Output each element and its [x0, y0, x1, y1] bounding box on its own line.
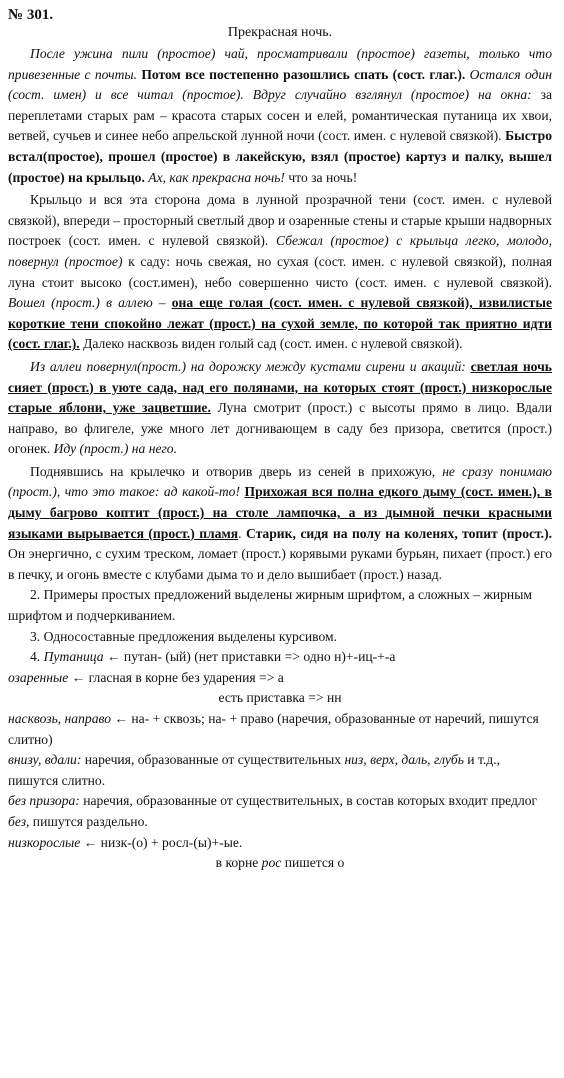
sentence: Иду (прост.) на него.: [53, 441, 177, 457]
word: без призора:: [8, 793, 80, 809]
word: без,: [8, 813, 30, 829]
sentence: не сразу понимаю (прост.), что это такое: ад какой-то!: [8, 463, 552, 500]
explanation: и т.д., пишутся слитно.: [8, 752, 500, 788]
word: рос: [261, 855, 282, 871]
word: насквозь, направо: [8, 711, 112, 726]
sentence: Прихожая вся полна едкого дыму (сост. имен.), в дыму багрово коптит (прост.) на столе лампочка, а из дымной печки красными языками вырывается (прост.) пламя: [8, 484, 552, 541]
sentence: Далеко насквозь виден голый сад (сост. имен. с нулевой связкой).: [79, 336, 463, 352]
sentence: за переплетами старых рам – красота старых сосен и елей, романтическая путаница их хвои, ветвей, сучьев и синее небо апрельской лунной ночи (сост. имен. с нулевой связкой).: [8, 87, 552, 144]
word: озаренные: [8, 669, 69, 685]
sentence: Вошел (прост.) в аллею –: [8, 295, 166, 311]
sentence: Крыльцо и вся эта сторона дома в лунной прозрачной тени (сост. имен. с нулевой связкой), впереди – просторный светлый двор и озаренные стены и старые крыши надворных построек (сост. имен. с нулевой связкой).: [8, 192, 552, 249]
sentence: Из аллеи повернул(прост.) на дорожку между кустами сирени и акаций:: [30, 358, 466, 374]
word: внизу, вдали:: [8, 752, 82, 768]
word: Путаница: [43, 649, 104, 665]
sentence: Поднявшись на крылечко и отворив дверь из сеней в прихожую,: [30, 463, 436, 479]
sentence: что за ночь!: [284, 169, 358, 185]
word: низкорослые: [8, 834, 81, 850]
word: низ, верх, даль, глубь: [344, 752, 464, 768]
sentence: она еще голая (сост. имен. с нулевой связкой), извилистые короткие тени спокойно лежат (прост.) на сухой земле, по которой так приятно идти (сост. глаг.).: [8, 295, 552, 352]
explanation: наречия, образованные от существительных, в состав которых входит предлог: [79, 793, 538, 809]
sentence: Вдруг случайно взглянул (простое) на окна:: [252, 87, 532, 103]
sentence: Он энергично, с сухим треском, ломает (прост.) корявыми руками бурьян, пихает (прост.) его в печку, и огонь вместе с клубами дыма то и дело вышибает (прост.) назад.: [8, 546, 552, 582]
paragraph-3: [8, 357, 552, 460]
sentence: к саду: ночь свежая, но сухая (сост. имен. с нулевой связкой), полная луна стоит высоко (сост.имен), небо совершенно чисто (сост. имен. с нулевой связкой).: [8, 253, 552, 290]
answer-3: 3. Односоставные предложения выделены курсивом.: [30, 628, 337, 644]
explanation: в корне: [215, 855, 262, 871]
answer-2: 2. Примеры простых предложений выделены жирным шрифтом, а сложных – жирным шрифтом и подчеркиванием.: [8, 587, 532, 624]
text-title: Прекрасная ночь.: [227, 25, 333, 40]
sentence: Остался один (сост. имен) и все читал (простое).: [8, 66, 552, 103]
paragraph-2: [8, 190, 552, 355]
explanation: ← на- + сквозь; на- + право (наречия, образованные от наречий, пишутся слитно): [8, 711, 539, 747]
paragraph-1: [8, 44, 552, 188]
sentence: Быстро встал(простое), прошел (простое) в лакейскую, взял (простое) картуз и палку, вышел (простое) на крыльцо.: [8, 128, 552, 185]
answer-4-line-5: [8, 750, 552, 791]
paragraph-4: Поднявшись на крылечко и отворив дверь из сеней в прихожую, не сразу понимаю (прост.), что это такое: ад какой-то! Прихожая вся полна едкого дыму (сост. имен.), в дыму багрово коптит (прост.) на столе лампочка, а из дымной печки красными языками вырывается (прост.) пламя. Старик, сидя на полу на коленях, топит (прост.). Он энергично, с сухим треском, ломает (прост.) корявыми руками бурьян, пихает (прост.) его в печку, и огонь вместе с клубами дыма то и дело вышибает (прост.) назад.: [8, 463, 553, 582]
sentence: Потом все постепенно разошлись спать (сост. глаг.).: [141, 66, 466, 82]
answer-4-line-8: [8, 853, 552, 874]
explanation: ← путан- (ый) (нет приставки => одно н)+-иц-+-а: [103, 649, 396, 665]
explanation: ← гласная в корне без ударения => а: [68, 669, 284, 685]
sentence: Ах, как прекрасна ночь!: [148, 169, 285, 185]
sentence: Сбежал (простое) с крыльца легко, молодо, повернул (простое): [8, 233, 552, 269]
answer-4-line-6: [8, 791, 552, 832]
answer-4-line-2: [8, 668, 552, 689]
sentence: Луна смотрит (прост.) с высоты прямо в лицо. Вдали направо, во флигеле, уже много лет догнивающем в саду без призора, светится (прост.) огонек.: [8, 400, 552, 457]
answer-4-line-7: [8, 833, 552, 854]
exercise-number: № 301.: [8, 7, 54, 23]
answer-4-line-1: 4. Путаница ← путан- (ый) (нет приставки => одно н)+-иц-+-а: [30, 649, 396, 665]
explanation: наречия, образованные от существительных: [81, 752, 345, 768]
sentence: Старик, сидя на полу на коленях, топит (прост.).: [245, 525, 553, 541]
sentence: После ужина пили (простое) чай, просматривали (простое) газеты, только что привезенные с почты.: [8, 46, 552, 82]
explanation: пишется о: [281, 855, 345, 871]
answer-4-line-3: есть приставка => нн: [218, 690, 342, 706]
answer-4-line-4: [8, 709, 552, 750]
explanation: ← низк-(о) + росл-(ы)+-ые.: [80, 834, 243, 850]
sentence: светлая ночь сияет (прост.) в уюте сада, над его полянами, на которых стоят (прост.) низкорослые старые яблони, уже зацветшие.: [8, 358, 552, 416]
explanation: пишутся раздельно.: [29, 813, 148, 829]
